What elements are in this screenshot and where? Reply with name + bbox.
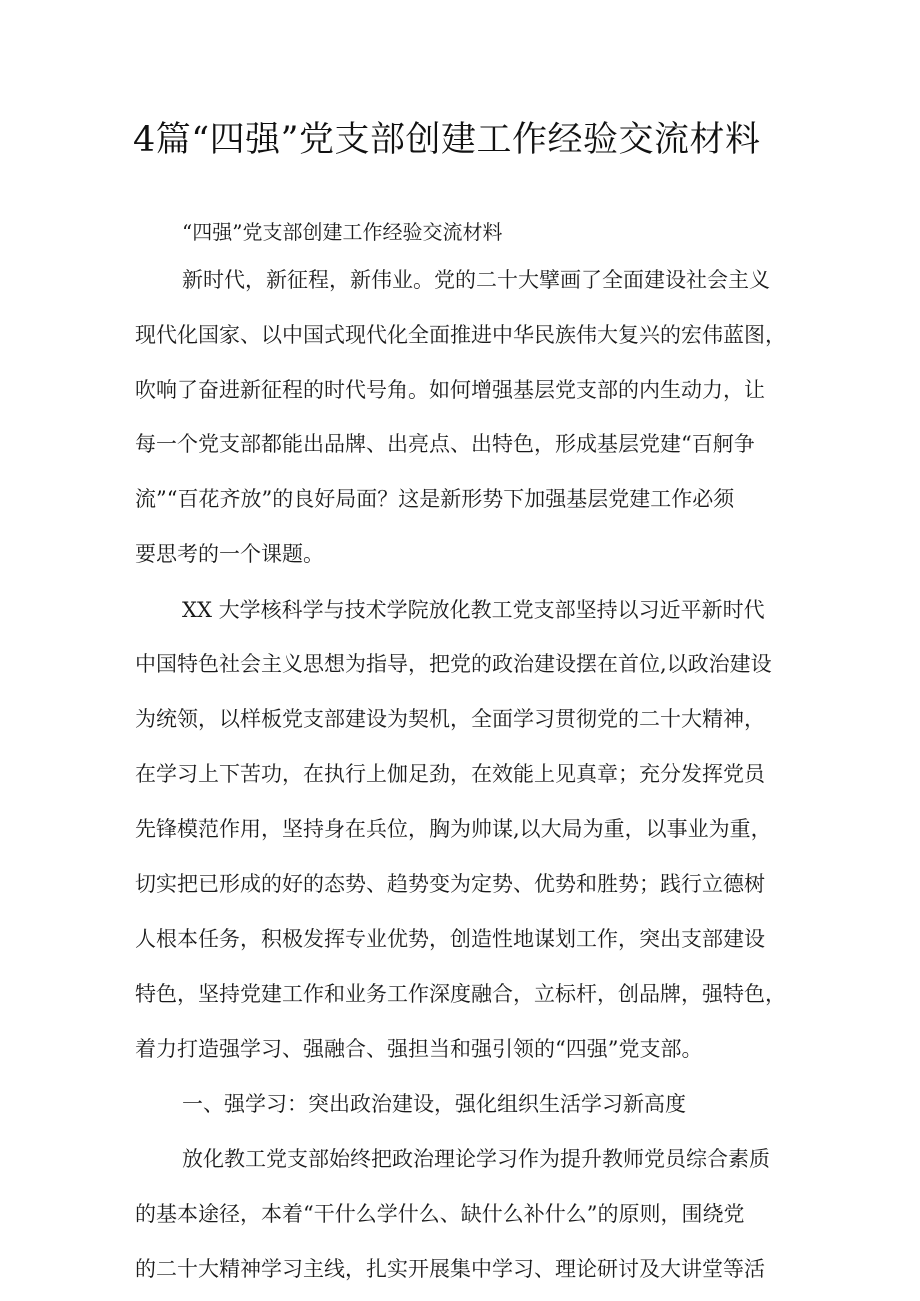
document-title: 4篇“四强”党支部创建工作经验交流材料 (133, 120, 761, 160)
paragraph-line: 新时代，新征程，新伟业。党的二十大擘画了全面建设社会主义 (182, 268, 770, 292)
paragraph-line: 吹响了奋进新征程的时代号角。如何增强基层党支部的内生动力，让 (135, 378, 765, 402)
paragraph-line: 特色，坚持党建工作和业务工作深度融合，立标杆，创品牌，强特色， (135, 982, 786, 1006)
paragraph-line: 要思考的一个课题。 (135, 542, 324, 566)
paragraph-line: 每一个党支部都能出品牌、出亮点、出特色，形成基层党建“百舸争 (135, 432, 755, 456)
paragraph-line: 流”“百花齐放”的良好局面？这是新形势下加强基层党建工作必须 (135, 487, 735, 511)
paragraph-line: 人根本任务，积极发挥专业优势，创造性地谋划工作，突出支部建设 (135, 927, 765, 951)
document-subtitle: “四强”党支部创建工作经验交流材料 (182, 220, 503, 244)
paragraph-line: 先锋模范作用，坚持身在兵位，胸为帅谋,以大局为重，以事业为重， (135, 817, 772, 841)
paragraph-line: 为统领，以样板党支部建设为契机，全面学习贯彻党的二十大精神， (135, 707, 765, 731)
paragraph-line: 着力打造强学习、强融合、强担当和强引领的“四强”党支部。 (135, 1037, 703, 1061)
paragraph-line: 的二十大精神学习主线，扎实开展集中学习、理论研讨及大讲堂等活 (135, 1257, 765, 1281)
section-heading: 一、强学习：突出政治建设，强化组织生活学习新高度 (182, 1092, 686, 1116)
paragraph-line: XX 大学核科学与技术学院放化教工党支部坚持以习近平新时代 (182, 598, 765, 622)
paragraph-line: 切实把已形成的好的态势、趋势变为定势、优势和胜势；践行立德树 (135, 872, 765, 896)
paragraph-line: 现代化国家、以中国式现代化全面推进中华民族伟大复兴的宏伟蓝图， (135, 323, 786, 347)
paragraph-line: 放化教工党支部始终把政治理论学习作为提升教师党员综合素质 (182, 1147, 770, 1171)
paragraph-line: 的基本途径，本着“干什么学什么、缺什么补什么”的原则，围绕党 (135, 1202, 745, 1226)
paragraph-line: 在学习上下苦功，在执行上伽足劲，在效能上见真章；充分发挥党员 (135, 762, 765, 786)
paragraph-line: 中国特色社会主义思想为指导，把党的政治建设摆在首位,以政治建设 (135, 652, 772, 676)
